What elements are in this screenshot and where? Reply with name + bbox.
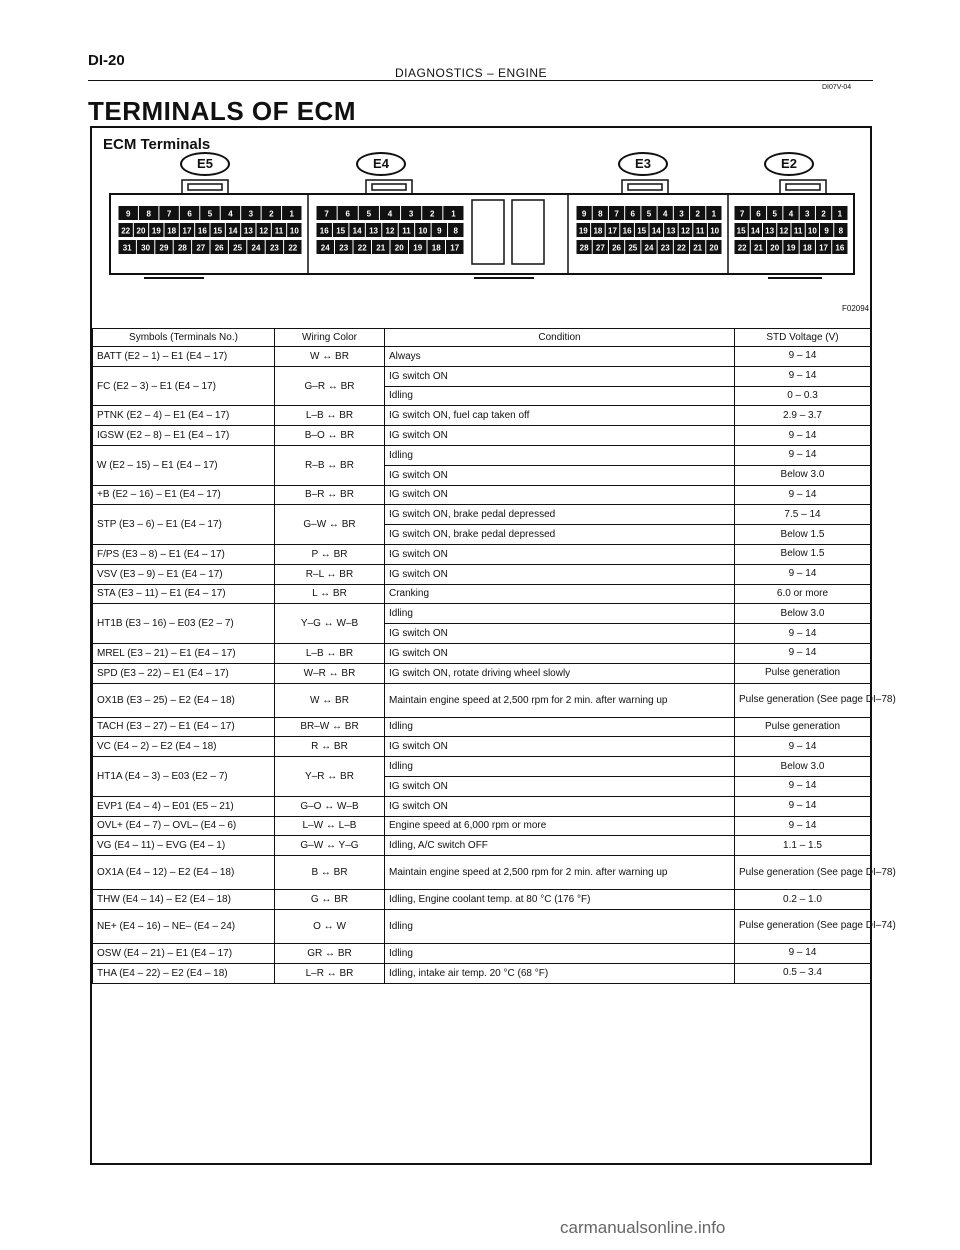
pin-number: 11	[695, 226, 705, 236]
wiring-color: R–B ↔ BR	[275, 445, 385, 485]
pin-number: 13	[369, 226, 379, 236]
connector-label-e5: E5	[180, 152, 230, 176]
pin-number: 24	[251, 243, 261, 253]
pin-number: 7	[614, 209, 619, 219]
pin-number: 1	[451, 209, 456, 219]
pin-number: 23	[339, 243, 349, 253]
wiring-color: P ↔ BR	[275, 544, 385, 564]
std-voltage: Below 3.0	[735, 465, 871, 485]
std-voltage: 9 – 14	[735, 816, 871, 836]
terminal-symbol: EVP1 (E4 – 4) – E01 (E5 – 21)	[93, 796, 275, 816]
std-voltage: 9 – 14	[735, 796, 871, 816]
terminal-symbol: IGSW (E2 – 8) – E1 (E4 – 17)	[93, 426, 275, 446]
pin-number: 19	[151, 226, 161, 236]
terminal-symbol: NE+ (E4 – 16) – NE– (E4 – 24)	[93, 909, 275, 943]
wiring-color: Y–R ↔ BR	[275, 757, 385, 797]
pin-number: 16	[197, 226, 207, 236]
wiring-color: G–R ↔ BR	[275, 366, 385, 406]
pin-number: 14	[750, 226, 760, 236]
condition: IG switch ON	[385, 624, 735, 644]
pin-number: 14	[352, 226, 362, 236]
wiring-color: W ↔ BR	[275, 683, 385, 717]
wiring-color: L–B ↔ BR	[275, 406, 385, 426]
wiring-color: B–R ↔ BR	[275, 485, 385, 505]
pin-number: 5	[772, 209, 777, 219]
pin-number: 17	[182, 226, 192, 236]
column-header-voltage: STD Voltage (V)	[735, 329, 871, 347]
wiring-color: GR ↔ BR	[275, 943, 385, 963]
pin-number: 9	[437, 226, 442, 236]
pin-number: 30	[141, 243, 151, 253]
wiring-color: O ↔ W	[275, 909, 385, 943]
pin-number: 8	[453, 226, 459, 236]
terminal-symbol: VSV (E3 – 9) – E1 (E4 – 17)	[93, 564, 275, 584]
condition: IG switch ON, brake pedal depressed	[385, 505, 735, 525]
pin-number: 20	[394, 243, 404, 253]
pin-number: 15	[336, 226, 346, 236]
std-voltage: 9 – 14	[735, 485, 871, 505]
pin-number: 8	[146, 209, 151, 219]
pin-number: 2	[821, 209, 826, 219]
wiring-color: B–O ↔ BR	[275, 426, 385, 446]
pin-number: 19	[786, 243, 796, 253]
pin-number: 8	[598, 209, 603, 219]
terminal-symbol: OX1B (E3 – 25) – E2 (E4 – 18)	[93, 683, 275, 717]
condition: IG switch ON, brake pedal depressed	[385, 525, 735, 545]
pin-number: 3	[679, 209, 684, 219]
table-row	[93, 737, 871, 757]
condition: IG switch ON	[385, 776, 735, 796]
wiring-color: L ↔ BR	[275, 584, 385, 604]
pin-number: 24	[320, 243, 330, 253]
pin-number: 11	[402, 226, 411, 236]
terminal-symbol: MREL (E3 – 21) – E1 (E4 – 17)	[93, 643, 275, 663]
pin-number: 15	[736, 226, 746, 236]
std-voltage: 9 – 14	[735, 426, 871, 446]
table-row	[93, 584, 871, 604]
table-row	[93, 796, 871, 816]
pin-number: 7	[324, 209, 329, 219]
pin-number: 22	[676, 243, 686, 253]
condition: Idling	[385, 445, 735, 465]
condition: Always	[385, 347, 735, 367]
table-row	[93, 643, 871, 663]
std-voltage: Below 1.5	[735, 525, 871, 545]
pin-number: 22	[737, 243, 747, 253]
pin-number: 12	[385, 226, 395, 236]
pin-number: 6	[345, 209, 350, 219]
pin-number: 5	[366, 209, 372, 219]
pin-number: 13	[666, 226, 676, 236]
std-voltage: 1.1 – 1.5	[735, 836, 871, 856]
condition: Idling	[385, 717, 735, 737]
pin-number: 2	[430, 209, 435, 219]
std-voltage: Pulse generation	[735, 663, 871, 683]
terminal-symbol: OSW (E4 – 21) – E1 (E4 – 17)	[93, 943, 275, 963]
condition: Maintain engine speed at 2,500 rpm for 2 min. after warning up	[385, 683, 735, 717]
terminal-symbol: BATT (E2 – 1) – E1 (E4 – 17)	[93, 347, 275, 367]
table-row	[93, 816, 871, 836]
pin-number: 24	[644, 243, 654, 253]
ecm-terminals-table	[92, 328, 896, 984]
table-row	[93, 943, 871, 963]
wiring-color: R–L ↔ BR	[275, 564, 385, 584]
pin-number: 28	[579, 243, 589, 253]
wiring-color: L–W ↔ L–B	[275, 816, 385, 836]
connector-e4-pins	[317, 206, 464, 254]
condition: IG switch ON	[385, 366, 735, 386]
pin-number: 18	[167, 226, 177, 236]
condition: IG switch ON	[385, 796, 735, 816]
condition: IG switch ON	[385, 643, 735, 663]
pin-number: 1	[711, 209, 717, 219]
wiring-color: G ↔ BR	[275, 890, 385, 910]
wiring-color: B ↔ BR	[275, 856, 385, 890]
pin-number: 31	[122, 243, 132, 253]
std-voltage: Pulse generation (See page DI–78)	[735, 683, 871, 717]
condition: IG switch ON	[385, 564, 735, 584]
wiring-color: W ↔ BR	[275, 347, 385, 367]
pin-number: 5	[646, 209, 652, 219]
condition: IG switch ON	[385, 426, 735, 446]
table-row	[93, 757, 871, 777]
pin-number: 22	[357, 243, 367, 253]
pin-number: 16	[319, 226, 329, 236]
table-row	[93, 564, 871, 584]
pin-number: 27	[196, 243, 206, 253]
pin-number: 11	[274, 226, 284, 236]
pin-number: 9	[824, 226, 829, 236]
condition: Idling	[385, 943, 735, 963]
std-voltage: Below 3.0	[735, 604, 871, 624]
pin-number: 18	[802, 243, 812, 253]
condition: IG switch ON	[385, 485, 735, 505]
pin-number: 18	[431, 243, 441, 253]
pin-number: 28	[177, 243, 187, 253]
pin-number: 15	[213, 226, 223, 236]
pin-number: 17	[608, 226, 617, 236]
pin-number: 19	[413, 243, 423, 253]
condition: Idling	[385, 604, 735, 624]
condition: Idling	[385, 757, 735, 777]
pin-number: 7	[739, 209, 745, 219]
terminal-symbol: OX1A (E4 – 12) – E2 (E4 – 18)	[93, 856, 275, 890]
pin-number: 20	[709, 243, 719, 253]
std-voltage: 9 – 14	[735, 643, 871, 663]
pin-number: 17	[819, 243, 829, 253]
std-voltage: Below 1.5	[735, 544, 871, 564]
condition: Cranking	[385, 584, 735, 604]
wiring-color: G–W ↔ Y–G	[275, 836, 385, 856]
terminal-symbol: OVL+ (E4 – 7) – OVL– (E4 – 6)	[93, 816, 275, 836]
std-voltage: 9 – 14	[735, 564, 871, 584]
wiring-color: L–R ↔ BR	[275, 963, 385, 983]
column-header-symbols: Symbols (Terminals No.)	[93, 329, 275, 347]
std-voltage: 0 – 0.3	[735, 386, 871, 406]
pin-number: 20	[770, 243, 780, 253]
std-voltage: 9 – 14	[735, 737, 871, 757]
pin-number: 21	[376, 243, 386, 253]
condition: Idling, A/C switch OFF	[385, 836, 735, 856]
pin-number: 4	[228, 209, 233, 219]
pin-number: 9	[581, 209, 587, 219]
pin-number: 5	[207, 209, 213, 219]
condition: IG switch ON, rotate driving wheel slowly	[385, 663, 735, 683]
table-row	[93, 505, 871, 525]
terminal-symbol: THA (E4 – 22) – E2 (E4 – 18)	[93, 963, 275, 983]
pin-number: 3	[805, 209, 810, 219]
table-row	[93, 836, 871, 856]
table-row	[93, 544, 871, 564]
std-voltage: 0.2 – 1.0	[735, 890, 871, 910]
wiring-color: G–W ↔ BR	[275, 505, 385, 545]
pin-number: 4	[662, 209, 668, 219]
std-voltage: Pulse generation (See page DI–78)	[735, 856, 871, 890]
pin-number: 12	[259, 226, 269, 236]
terminal-symbol: HT1A (E4 – 3) – E03 (E2 – 7)	[93, 757, 275, 797]
doc-code: DI07V-04	[822, 84, 852, 91]
connector-e2-pins	[735, 206, 848, 254]
connector-e5-pins	[119, 206, 302, 254]
pin-number: 14	[228, 226, 238, 236]
std-voltage: 9 – 14	[735, 347, 871, 367]
std-voltage: 9 – 14	[735, 776, 871, 796]
wiring-color: W–R ↔ BR	[275, 663, 385, 683]
terminal-symbol: TACH (E3 – 27) – E1 (E4 – 17)	[93, 717, 275, 737]
terminal-symbol: HT1B (E3 – 16) – E03 (E2 – 7)	[93, 604, 275, 644]
terminal-symbol: STP (E3 – 6) – E1 (E4 – 17)	[93, 505, 275, 545]
pin-number: 22	[121, 226, 131, 236]
table-row	[93, 426, 871, 446]
terminal-symbol: W (E2 – 15) – E1 (E4 – 17)	[93, 445, 275, 485]
condition: Engine speed at 6,000 rpm or more	[385, 816, 735, 836]
table-row	[93, 890, 871, 910]
figure-title: ECM Terminals	[103, 136, 211, 153]
pin-number: 6	[630, 209, 636, 219]
table-row	[93, 406, 871, 426]
pin-number: 6	[187, 209, 192, 219]
condition: Maintain engine speed at 2,500 rpm for 2 min. after warning up	[385, 856, 735, 890]
std-voltage: 2.9 – 3.7	[735, 406, 871, 426]
pin-number: 7	[166, 209, 172, 219]
pin-number: 13	[765, 226, 775, 236]
running-head: DIAGNOSTICS – ENGINE	[395, 66, 548, 80]
condition: Idling	[385, 386, 735, 406]
pin-number: 10	[710, 226, 720, 236]
pin-number: 4	[788, 209, 794, 219]
pin-number: 26	[214, 243, 224, 253]
table-row	[93, 485, 871, 505]
connector-label-e4: E4	[356, 152, 406, 176]
pin-number: 6	[756, 209, 761, 219]
condition: IG switch ON	[385, 737, 735, 757]
table-row	[93, 366, 871, 386]
std-voltage: 0.5 – 3.4	[735, 963, 871, 983]
std-voltage: 7.5 – 14	[735, 505, 871, 525]
pin-number: 1	[289, 209, 295, 219]
pin-number: 2	[695, 209, 700, 219]
std-voltage: 9 – 14	[735, 624, 871, 644]
connector-label-e3: E3	[618, 152, 668, 176]
page-number: DI-20	[88, 52, 125, 69]
pin-number: 18	[593, 226, 603, 236]
terminal-symbol: PTNK (E2 – 4) – E1 (E4 – 17)	[93, 406, 275, 426]
pin-number: 21	[693, 243, 703, 253]
pin-number: 16	[835, 243, 845, 253]
condition: Idling, Engine coolant temp. at 80 °C (176 °F)	[385, 890, 735, 910]
pin-number: 16	[622, 226, 632, 236]
pin-number: 9	[125, 209, 131, 219]
wiring-color: G–O ↔ W–B	[275, 796, 385, 816]
pin-number: 21	[753, 243, 763, 253]
pin-number: 10	[807, 226, 817, 236]
table-row	[93, 347, 871, 367]
terminal-symbol: F/PS (E3 – 8) – E1 (E4 – 17)	[93, 544, 275, 564]
table-row	[93, 963, 871, 983]
pin-number: 26	[612, 243, 622, 253]
connector-label-e2: E2	[764, 152, 814, 176]
pin-number: 19	[578, 226, 588, 236]
table-row	[93, 604, 871, 624]
table-row	[93, 663, 871, 683]
pin-number: 10	[289, 226, 299, 236]
terminal-symbol: THW (E4 – 14) – E2 (E4 – 18)	[93, 890, 275, 910]
table-row	[93, 909, 871, 943]
pin-number: 12	[779, 226, 789, 236]
pin-number: 10	[418, 226, 428, 236]
std-voltage: Below 3.0	[735, 757, 871, 777]
terminal-symbol: VC (E4 – 2) – E2 (E4 – 18)	[93, 737, 275, 757]
pin-number: 29	[159, 243, 169, 253]
std-voltage: 6.0 or more	[735, 584, 871, 604]
pin-number: 20	[136, 226, 146, 236]
watermark: carmanualsonline.info	[560, 1218, 726, 1237]
pin-number: 8	[838, 226, 844, 236]
pin-number: 23	[660, 243, 670, 253]
pin-number: 27	[595, 243, 605, 253]
pin-number: 22	[288, 243, 298, 253]
terminal-symbol: STA (E3 – 11) – E1 (E4 – 17)	[93, 584, 275, 604]
terminal-symbol: VG (E4 – 11) – EVG (E4 – 1)	[93, 836, 275, 856]
terminal-symbol: SPD (E3 – 22) – E1 (E4 – 17)	[93, 663, 275, 683]
table-row	[93, 856, 871, 890]
pin-number: 13	[243, 226, 253, 236]
pin-number: 11	[793, 226, 803, 236]
section-title: TERMINALS OF ECM	[88, 96, 356, 126]
table-row	[93, 683, 871, 717]
ecm-connector-diagram	[108, 178, 856, 290]
pin-number: 14	[651, 226, 661, 236]
header-rule	[88, 80, 873, 81]
pin-number: 23	[269, 243, 279, 253]
wiring-color: BR–W ↔ BR	[275, 717, 385, 737]
std-voltage: 9 – 14	[735, 445, 871, 465]
wiring-color: R ↔ BR	[275, 737, 385, 757]
terminal-symbol: FC (E2 – 3) – E1 (E4 – 17)	[93, 366, 275, 406]
pin-number: 12	[681, 226, 690, 236]
column-header-wiring: Wiring Color	[275, 329, 385, 347]
connector-e3-pins	[577, 206, 722, 254]
wiring-color: L–B ↔ BR	[275, 643, 385, 663]
pin-number: 25	[628, 243, 638, 253]
condition: IG switch ON	[385, 465, 735, 485]
pin-number: 2	[269, 209, 274, 219]
condition: Idling, intake air temp. 20 °C (68 °F)	[385, 963, 735, 983]
std-voltage: 9 – 14	[735, 943, 871, 963]
table-row	[93, 717, 871, 737]
condition: IG switch ON, fuel cap taken off	[385, 406, 735, 426]
pin-number: 3	[408, 209, 414, 219]
std-voltage: Pulse generation (See page DI–74)	[735, 909, 871, 943]
std-voltage: 9 – 14	[735, 366, 871, 386]
pin-number: 15	[637, 226, 647, 236]
table-header-row	[93, 329, 871, 347]
std-voltage: Pulse generation	[735, 717, 871, 737]
condition: Idling	[385, 909, 735, 943]
terminal-symbol: +B (E2 – 16) – E1 (E4 – 17)	[93, 485, 275, 505]
pin-number: 3	[248, 209, 254, 219]
pin-number: 1	[837, 209, 843, 219]
condition: IG switch ON	[385, 544, 735, 564]
column-header-condition: Condition	[385, 329, 735, 347]
wiring-color: Y–G ↔ W–B	[275, 604, 385, 644]
table-row	[93, 445, 871, 465]
pin-number: 17	[450, 243, 460, 253]
pin-number: 4	[387, 209, 393, 219]
figure-code: F02094	[842, 304, 870, 313]
pin-number: 25	[233, 243, 243, 253]
